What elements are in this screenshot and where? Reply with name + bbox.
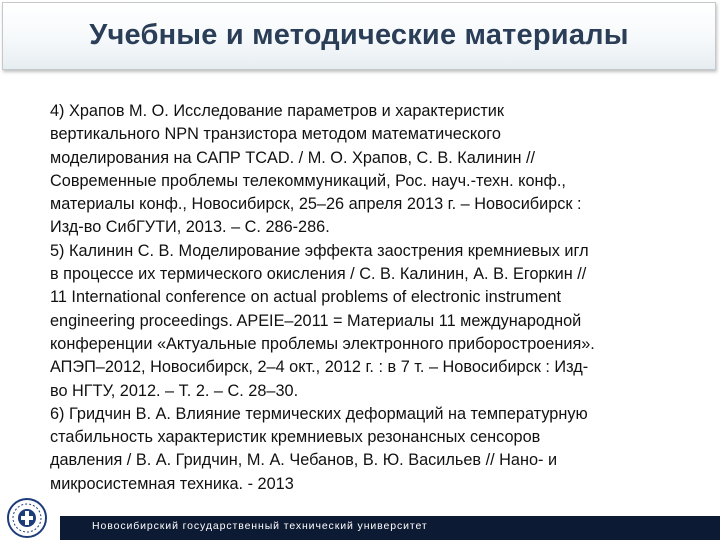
university-emblem-icon [6, 497, 48, 539]
reference-list [50, 100, 690, 496]
footer-bar [60, 516, 720, 540]
reference-item-4: 4) Храпов М. О. Исследование параметров и характеристик вертикального NPN транзистора методом математического моделирования на САПР TCAD. / М. О. Храпов, С. В. Калинин // Современные проблемы телекоммуникаций, Рос. науч.-техн. конф., материалы конф., Новосибирск, 25–26 апреля 2013 г. – Новосибирск : Изд-во СибГУТИ, 2013. – С. 286-286. [50, 102, 582, 237]
footer-university-name: Новосибирский государственный технический университет [92, 520, 428, 532]
reference-item-6: 6) Гридчин В. А. Влияние термических деформаций на температурную стабильность характеристик кремниевых резонансных сенсоров давления / В. А. Гридчин, М. А. Чебанов, В. Ю. Васильев // Нано- и микросистемная техника. - 2013 [50, 404, 588, 493]
title-banner [2, 2, 716, 70]
reference-item-5: 5) Калинин С. В. Моделирование эффекта заострения кремниевых игл в процессе их термического окисления / С. В. Калинин, А. В. Егоркин // 11 International conference on actual problems of electronic instrument engineering proceedings. APEIE–2011 = Материалы 11 международной конференции «Актуальные проблемы электронного приборостроения». АПЭП–2012, Новосибирск, 2–4 окт., 2012 г. : в 7 т. – Новосибирск : Изд- во НГТУ, 2012. – Т. 2. – С. 28–30. [50, 241, 595, 400]
page-title: Учебные и методические материалы [89, 19, 629, 51]
